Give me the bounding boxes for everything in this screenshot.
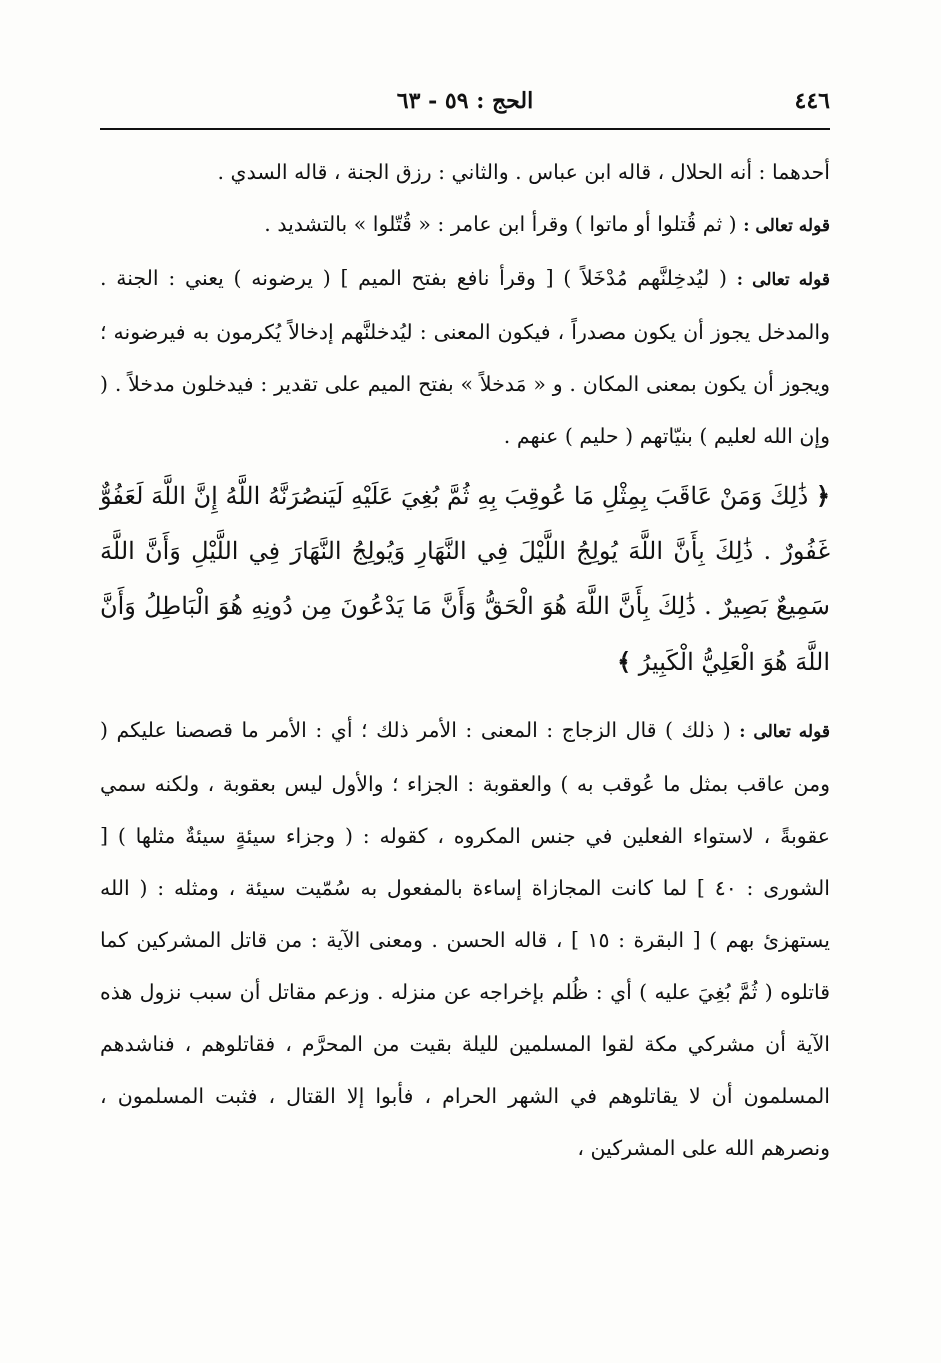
paragraph-text: ( ليُدخِلنَّهم مُدْخَلاً ) [ وقرأ نافع بفتح الميم ] ( يرضونه ) يعني : الجنة . والمدخل يجوز أن يكون مصدراً ، فيكون المعنى : ليُدخلنَّهم إدخالاً يُكرمون به فيرضونه ؛ ويجوز أن يكون بمعنى المكان . و « مَدخلاً » بفتح الميم على تقدير : فيدخلون مدخلاً . ( وإن الله لعليم ) بنيّاتهم ( حليم ) عنهم .: [100, 266, 830, 448]
paragraph-first: [100, 146, 830, 198]
paragraph-third: [100, 252, 830, 462]
page-header: [100, 88, 830, 124]
running-title: الحج : ٥٩ - ٦٣: [396, 88, 534, 114]
quran-close-bracket: ﴾: [617, 647, 632, 676]
header-rule: [100, 128, 830, 130]
quran-open-bracket: ﴿: [815, 481, 831, 510]
verse-label: قوله تعالى :: [736, 270, 830, 290]
paragraph-text: أحدهما : أنه الحلال ، قاله ابن عباس . والثاني : رزق الجنة ، قاله السدي .: [217, 160, 830, 184]
verse-label: قوله تعالى :: [743, 216, 830, 236]
page-number: ٤٤٦: [794, 88, 830, 114]
verse-label: قوله تعالى :: [739, 722, 830, 742]
body-text: [100, 146, 830, 1174]
commentary-text: ( ذلك ) قال الزجاج : المعنى : الأمر ذلك ؛ أي : الأمر ما قصصنا عليكم ( ومن عاقب بمثل ما عُوقب به ) والعقوبة : الجزاء ؛ والأول ليس بعقوبة ، ولكنه سمي عقوبةً ، لاستواء الفعلين في جنس المكروه ، كقوله : ( وجزاء سيئةٍ سيئةٌ مثلها ) [ الشورى : ٤٠ ] لما كانت المجازاة إساءة بالمفعول به سُمّيت سيئة ، ومثله : ( الله يستهزئ بهم ) [ البقرة : ١٥ ] ، قاله الحسن . ومعنى الآية : من قاتل المشركين كما قاتلوه ( ثُمَّ بُغِيَ عليه ) أي : ظُلم بإخراجه عن منزله . وزعم مقاتل أن سبب نزول هذه الآية أن مشركي مكة لقوا المسلمين لليلة بقيت من المحرَّم ، فقاتلوهم ، فناشدهم المسلمون أن لا يقاتلوهم في الشهر الحرام ، فأبوا إلا القتال ، فثبت المسلمون ، ونصرهم الله على المشركين ،: [100, 718, 830, 1160]
paragraph-second: [100, 198, 830, 252]
quran-text: ذَٰلِكَ وَمَنْ عَاقَبَ بِمِثْلِ مَا عُوقِبَ بِهِ ثُمَّ بُغِيَ عَلَيْهِ لَيَنصُرَنَّهُ اللَّهُ إِنَّ اللَّهَ لَعَفُوٌّ غَفُورٌ . ذَٰلِكَ بِأَنَّ اللَّهَ يُولِجُ اللَّيْلَ فِي النَّهَارِ وَيُولِجُ النَّهَارَ فِي اللَّيْلِ وَأَنَّ اللَّهَ سَمِيعٌ بَصِيرٌ . ذَٰلِكَ بِأَنَّ اللَّهَ هُوَ الْحَقُّ وَأَنَّ مَا يَدْعُونَ مِن دُونِهِ هُوَ الْبَاطِلُ وَأَنَّ اللَّهَ هُوَ الْعَلِيُّ الْكَبِيرُ: [100, 482, 830, 676]
quran-passage: [100, 468, 830, 690]
commentary-paragraph: [100, 704, 830, 1174]
paragraph-text: ( ثم قُتلوا أو ماتوا ) وقرأ ابن عامر : « قُتّلوا » بالتشديد .: [264, 212, 737, 236]
